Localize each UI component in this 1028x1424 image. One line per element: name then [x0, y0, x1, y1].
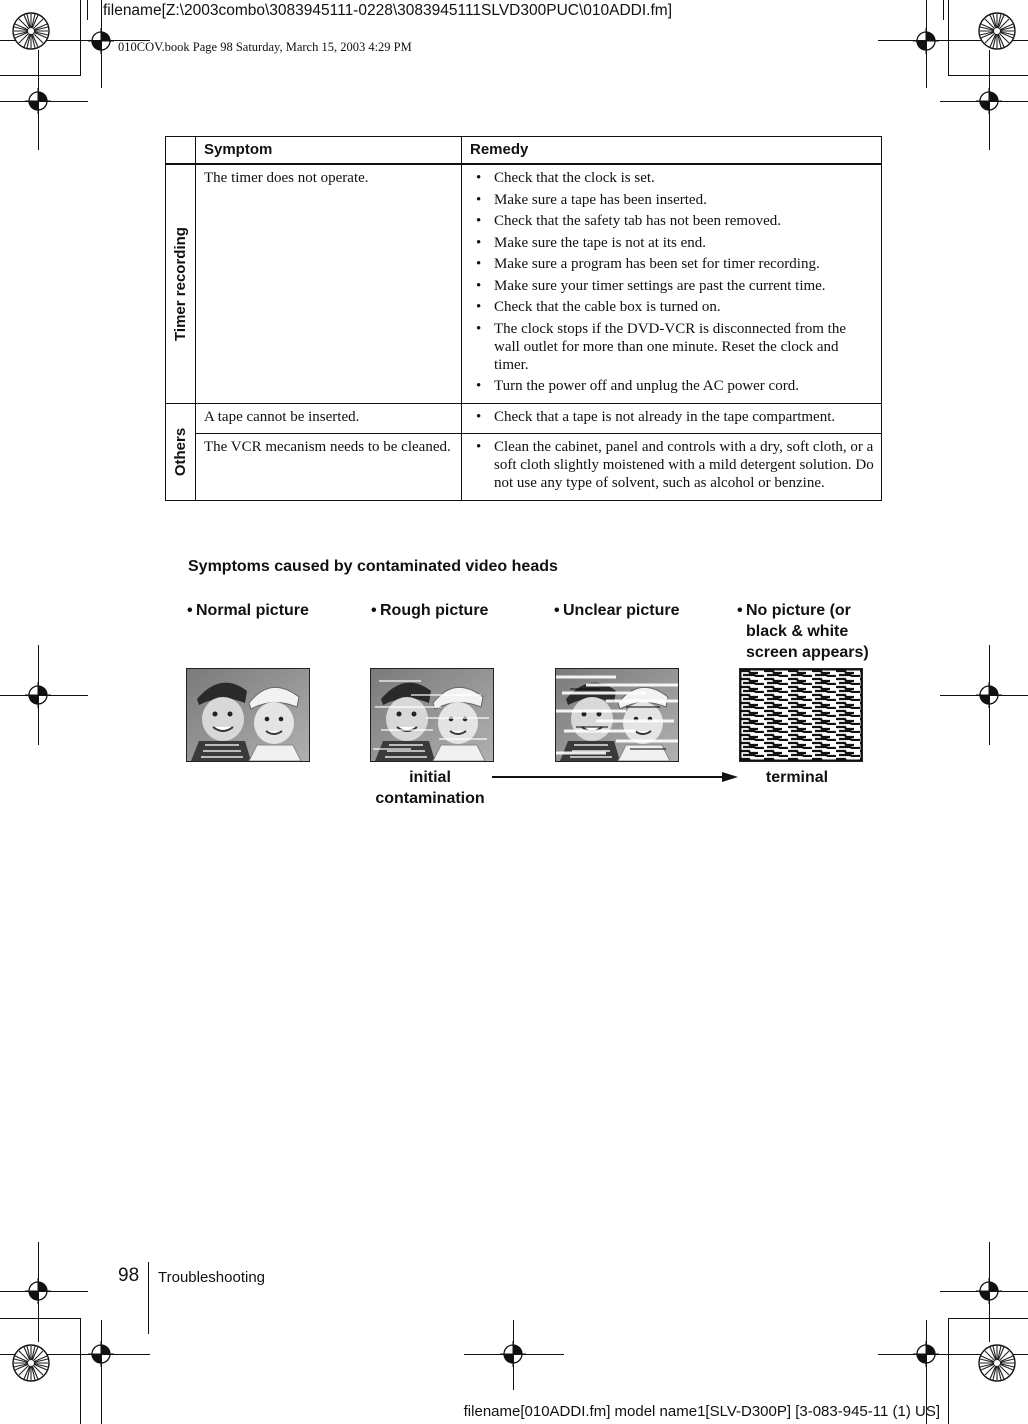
- page-number: 98: [118, 1265, 140, 1286]
- no-picture-image: [739, 668, 863, 762]
- bullet: •: [737, 602, 743, 619]
- symptom-cell: The VCR mecanism needs to be cleaned.: [196, 434, 462, 501]
- remedy-list: [470, 438, 875, 492]
- header-book-info: 010COV.book Page 98 Saturday, March 15, 2003 4:29 PM: [118, 40, 412, 54]
- remedy-item: • Check that the cable box is turned on.: [476, 298, 875, 316]
- registration-mark-icon: [25, 682, 51, 708]
- label-rough-picture: [371, 600, 531, 621]
- remedy-item: • Make sure the tape is not at its end.: [476, 234, 875, 252]
- category-label: Timer recording: [171, 226, 189, 341]
- table-header-row: [166, 137, 882, 165]
- bullet: •: [371, 602, 377, 619]
- footer-file-info: filename[010ADDI.fm] model name1[SLV-D300P] [3-083-945-11 (1) US]: [463, 1403, 940, 1420]
- normal-picture-image: [186, 668, 310, 762]
- progression-arrow-icon: [490, 770, 740, 784]
- remedy-list: [470, 408, 875, 426]
- caption-initial-contamination: initial contamination: [375, 769, 485, 807]
- label-unclear-picture: [554, 600, 714, 621]
- remedy-item: • Make sure a tape has been inserted.: [476, 191, 875, 209]
- remedy-column-header: Remedy: [462, 137, 882, 165]
- label-text: Rough picture: [380, 602, 489, 619]
- registration-mark-icon: [25, 88, 51, 114]
- caption-terminal: terminal: [765, 769, 829, 786]
- remedy-list: [470, 169, 875, 395]
- remedy-item: • Make sure your timer settings are past the current time.: [476, 277, 875, 295]
- unclear-picture-image: [555, 668, 679, 762]
- label-text: Normal picture: [196, 602, 309, 619]
- header-blank-cell: [166, 137, 196, 165]
- registration-mark-icon: [976, 682, 1002, 708]
- color-target-icon: [12, 1344, 50, 1382]
- color-target-icon: [12, 12, 50, 50]
- remedy-cell: [462, 434, 882, 501]
- color-target-icon: [978, 1344, 1016, 1382]
- table-row: [166, 434, 882, 501]
- remedy-item: • Make sure a program has been set for timer recording.: [476, 255, 875, 273]
- registration-mark-icon: [913, 1341, 939, 1367]
- table-row: [166, 403, 882, 434]
- footer-divider: [148, 1262, 149, 1334]
- section-name: Troubleshooting: [158, 1269, 266, 1286]
- registration-mark-icon: [88, 1341, 114, 1367]
- registration-mark-icon: [913, 28, 939, 54]
- registration-mark-icon: [25, 1278, 51, 1304]
- remedy-item: • Check that the safety tab has not been removed.: [476, 212, 875, 230]
- remedy-item: • Check that a tape is not already in the tape compartment.: [476, 408, 875, 426]
- registration-mark-icon: [88, 28, 114, 54]
- registration-mark-icon: [976, 1278, 1002, 1304]
- remedy-item: • The clock stops if the DVD-VCR is disconnected from the wall outlet for more than one minute. Reset the clock and timer.: [476, 320, 875, 374]
- video-heads-title: Symptoms caused by contaminated video heads: [188, 558, 558, 575]
- bullet: •: [187, 602, 193, 619]
- category-label: Others: [171, 427, 189, 476]
- remedy-item: • Clean the cabinet, panel and controls with a dry, soft cloth, or a soft cloth slightly moistened with a mild detergent solution. Do not use any type of solvent, such as alcohol or benzine.: [476, 438, 875, 492]
- label-no-picture: [737, 600, 887, 663]
- table-row: [166, 164, 882, 403]
- registration-mark-icon: [976, 88, 1002, 114]
- label-normal-picture: [187, 600, 347, 621]
- category-cell-others: [166, 403, 196, 500]
- label-text: Unclear picture: [563, 602, 680, 619]
- color-target-icon: [978, 12, 1016, 50]
- remedy-cell: [462, 403, 882, 434]
- symptom-column-header: Symptom: [196, 137, 462, 165]
- header-file-path: filename[Z:\2003combo\3083945111-0228\3083945111SLVD300PUC\010ADDI.fm]: [103, 2, 672, 19]
- remedy-item: • Check that the clock is set.: [476, 169, 875, 187]
- troubleshooting-table: [165, 136, 882, 501]
- symptom-cell: The timer does not operate.: [196, 164, 462, 403]
- rough-picture-image: [370, 668, 494, 762]
- bullet: •: [554, 602, 560, 619]
- category-cell-timer-recording: [166, 164, 196, 403]
- remedy-cell: [462, 164, 882, 403]
- registration-mark-icon: [500, 1341, 526, 1367]
- symptom-cell: A tape cannot be inserted.: [196, 403, 462, 434]
- remedy-item: • Turn the power off and unplug the AC power cord.: [476, 377, 875, 395]
- label-text: No picture (or black & white screen appears): [746, 602, 869, 661]
